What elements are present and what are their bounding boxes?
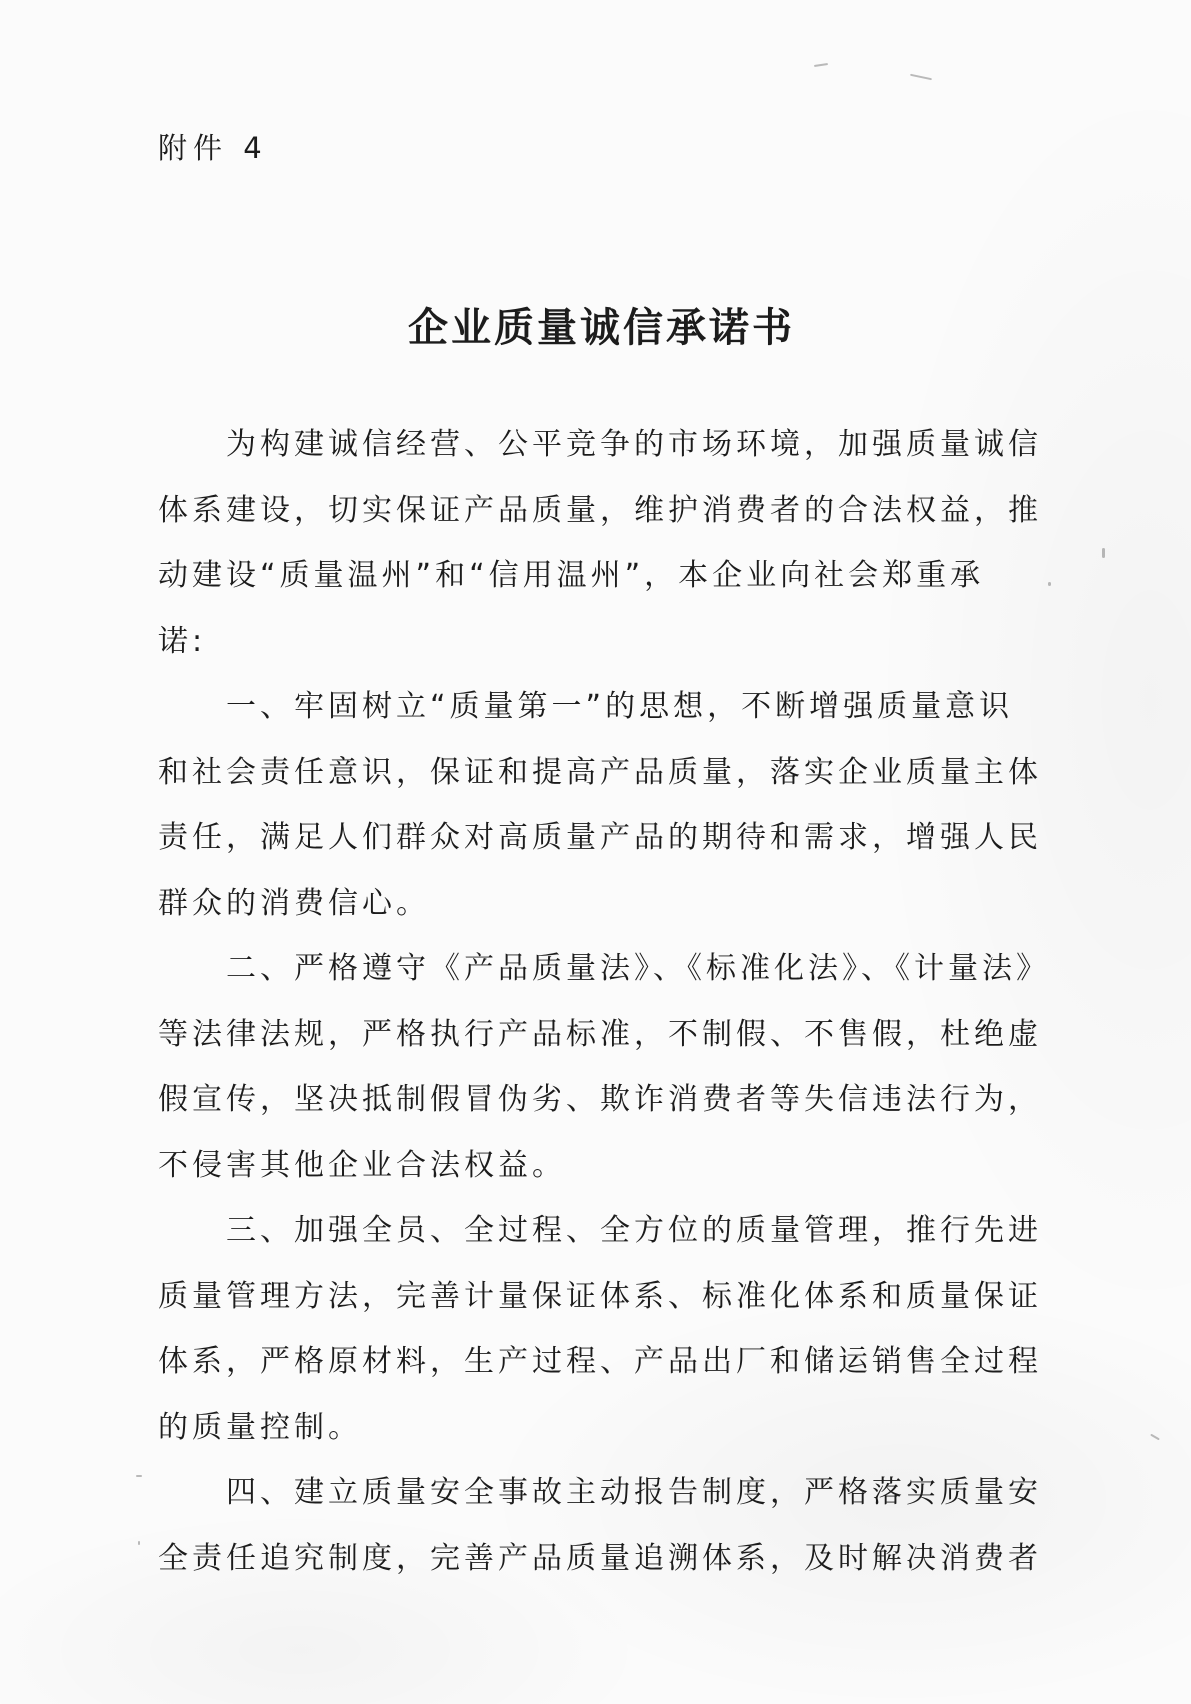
body-line: 四、建立质量安全事故主动报告制度，严格落实质量安 (158, 1475, 1042, 1510)
body-line: 诺: (158, 623, 207, 659)
document-title: 企业质量诚信承诺书 (408, 304, 795, 351)
scan-speck (1150, 1434, 1160, 1441)
body-line: 为构建诚信经营、公平竞争的市场环境，加强质量诚信 (158, 427, 1042, 462)
annex-label: 附件 4 (158, 131, 268, 165)
body-line: 的质量控制。 (158, 1409, 362, 1445)
body-line: 一、牢固树立“质量第一”的思想，不断增强质量意识 (158, 689, 1014, 724)
scan-speck (1102, 548, 1105, 558)
body-line: 全责任追究制度，完善产品质量追溯体系，及时解决消费者 (158, 1540, 1042, 1576)
body-line: 群众的消费信心。 (158, 885, 430, 921)
body-line: 体系，严格原材料，生产过程、产品出厂和储运销售全过程 (158, 1344, 1042, 1379)
body-line: 体系建设，切实保证产品质量，维护消费者的合法权益，推 (158, 492, 1042, 528)
body-line: 二、严格遵守《产品质量法》、《标准化法》、《计量法》 (158, 951, 1050, 986)
document-body (158, 420, 1050, 1599)
body-line: 和社会责任意识，保证和提高产品质量，落实企业质量主体 (158, 754, 1042, 790)
body-line: 假宣传，坚决抵制假冒伪劣、欺诈消费者等失信违法行为， (158, 1082, 1042, 1117)
body-line: 质量管理方法，完善计量保证体系、标准化体系和质量保证 (158, 1278, 1042, 1314)
body-line: 不侵害其他企业合法权益。 (158, 1147, 566, 1183)
body-line: 责任，满足人们群众对高质量产品的期待和需求，增强人民 (158, 820, 1042, 855)
scan-speck (814, 63, 828, 67)
body-line: 等法律法规，严格执行产品标准，不制假、不售假，杜绝虚 (158, 1016, 1042, 1052)
body-line: 动建设“质量温州”和“信用温州”，本企业向社会郑重承 (158, 558, 985, 593)
scan-speck (136, 1475, 142, 1477)
scan-speck (1048, 582, 1051, 586)
scan-speck (910, 74, 932, 81)
scan-speck (138, 1541, 140, 1545)
body-line: 三、加强全员、全过程、全方位的质量管理，推行先进 (158, 1213, 1042, 1248)
